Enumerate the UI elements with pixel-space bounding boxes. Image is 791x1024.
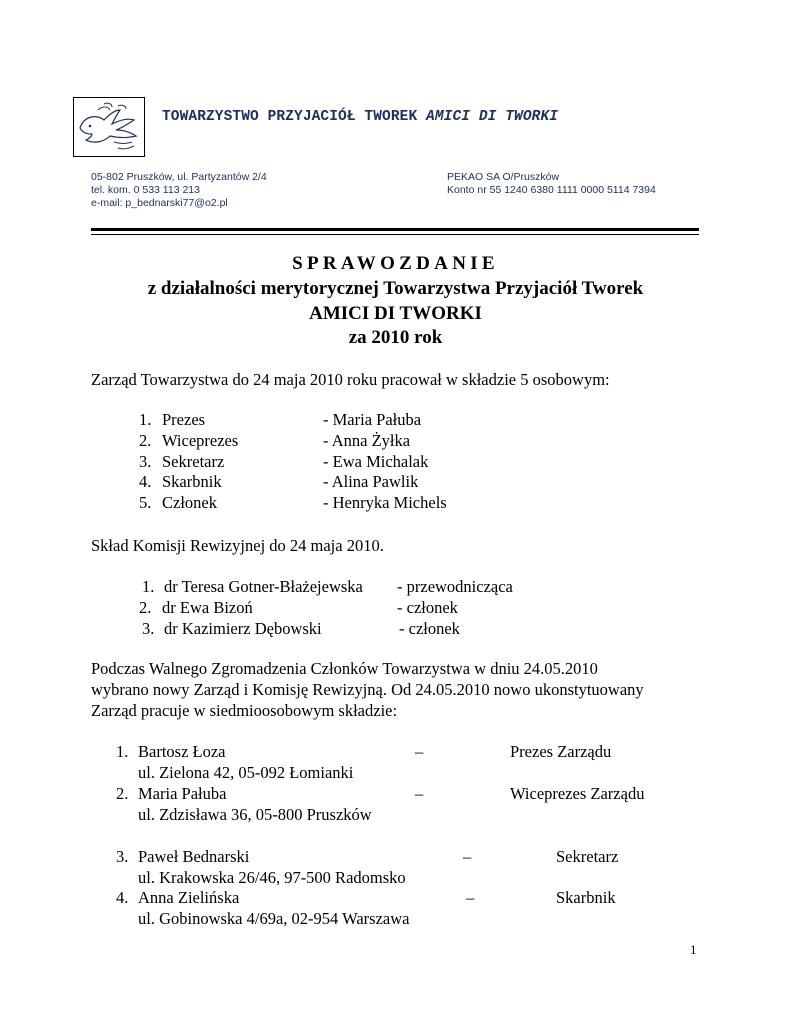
organization-name: TOWARZYSTWO PRZYJACIÓŁ TWOREK AMICI DI TWORKI <box>162 109 559 125</box>
report-society-name: AMICI DI TWORKI <box>309 303 482 324</box>
report-title: SPRAWOZDANIE <box>292 253 499 274</box>
report-year: za 2010 rok <box>348 327 443 348</box>
meeting-paragraph-line: wybrano nowy Zarząd i Komisję Rewizyjną. Od 24.05.2010 nowo ukonstytuowany <box>91 680 644 699</box>
phone-line: tel. kom. 0 533 113 213 <box>91 184 200 196</box>
address-line: 05-802 Pruszków, ul. Partyzantów 2/4 <box>91 171 267 183</box>
dove-hands-icon <box>74 98 144 156</box>
email-line: e-mail: p_bednarski77@o2.pl <box>91 197 228 209</box>
society-logo <box>73 97 145 157</box>
audit-intro: Skład Komisji Rewizyjnej do 24 maja 2010. <box>91 536 384 555</box>
meeting-paragraph-line: Zarząd pracuje w siedmioosobowym składzie: <box>91 701 398 720</box>
bank-line: PEKAO SA O/Pruszków <box>447 171 560 183</box>
board-intro: Zarząd Towarzystwa do 24 maja 2010 roku pracował w składzie 5 osobowym: <box>91 370 610 389</box>
meeting-paragraph-line: Podczas Walnego Zgromadzenia Członków Towarzystwa w dniu 24.05.2010 <box>91 659 598 678</box>
page-number: 1 <box>690 942 697 957</box>
header-divider-thin <box>91 234 699 235</box>
account-line: Konto nr 55 1240 6380 1111 0000 5114 7394 <box>447 184 656 196</box>
header-divider-thick <box>91 228 699 231</box>
report-subtitle: z działalności merytorycznej Towarzystwa Przyjaciół Tworek <box>147 278 644 299</box>
